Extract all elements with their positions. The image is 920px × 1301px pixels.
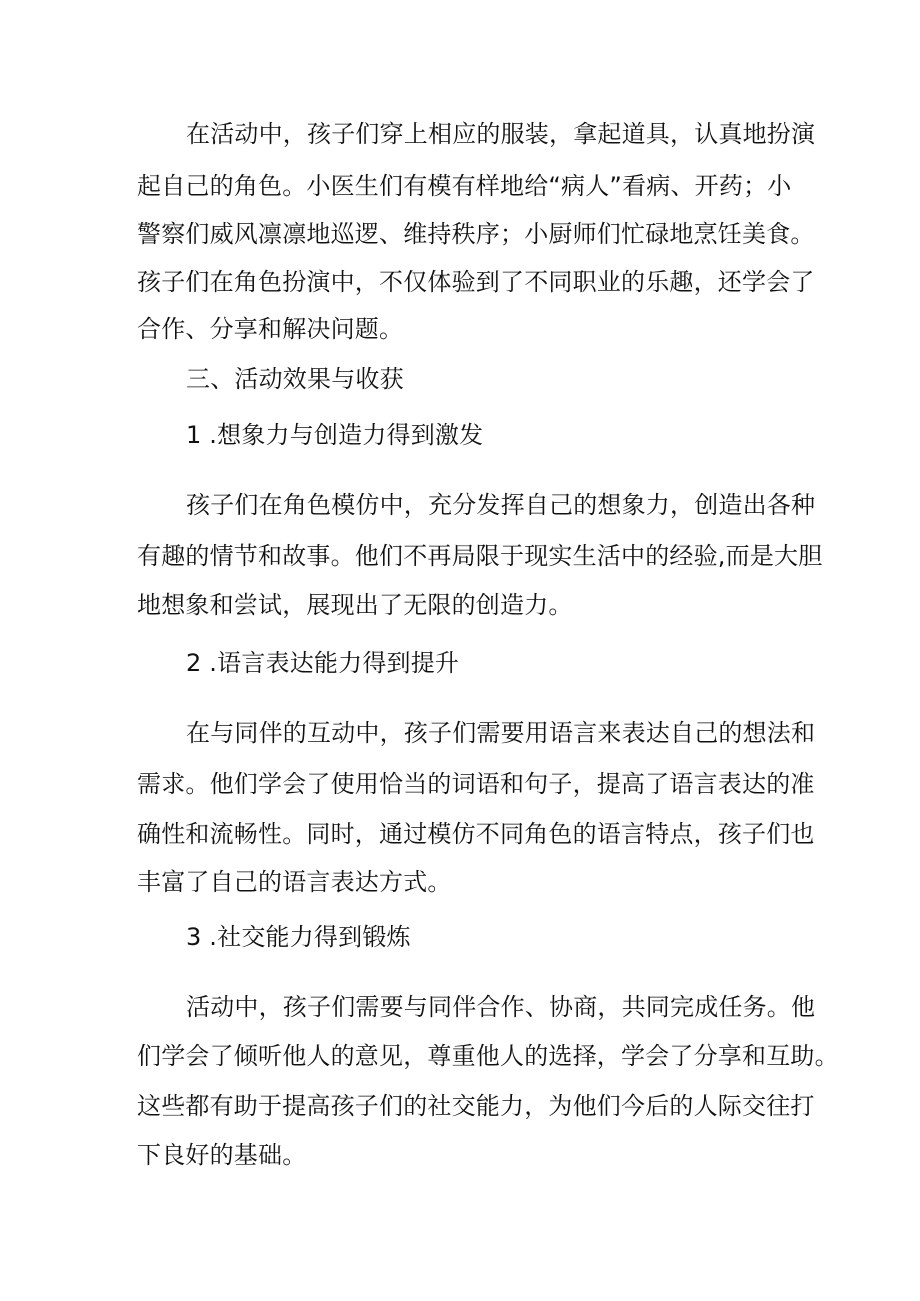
paragraph-2-line-3: 地想象和尝试，展现出了无限的创造力。	[137, 591, 573, 619]
paragraph-1-line-4: 孩子们在角色扮演中，不仅体验到了不同职业的乐趣，还学会了	[137, 268, 815, 296]
paragraph-1-line-1: 在活动中，孩子们穿上相应的服装，拿起道具，认真地扮演	[186, 120, 816, 148]
paragraph-1-line-2: 起自己的角色。小医生们有模有样地给“病人”看病、开药；小	[137, 172, 792, 200]
paragraph-1-line-3: 警察们威风凛凛地巡逻、维持秩序；小厨师们忙碌地烹饪美食。	[137, 220, 815, 248]
subheading-1: 1 .想象力与创造力得到激发	[186, 421, 484, 449]
paragraph-3-line-1: 在与同伴的互动中，孩子们需要用语言来表达自己的想法和	[186, 719, 816, 747]
paragraph-4-line-4: 下良好的基础。	[137, 1141, 307, 1169]
subheading-3: 3 .社交能力得到锻炼	[186, 923, 411, 951]
paragraph-2-line-2: 有趣的情节和故事。他们不再局限于现实生活中的经验,而是大胆	[137, 542, 823, 570]
paragraph-4-line-1: 活动中，孩子们需要与同伴合作、协商，共同完成任务。他	[186, 993, 816, 1021]
paragraph-1-line-5: 合作、分享和解决问题。	[137, 315, 404, 343]
section-title: 三、活动效果与收获	[186, 365, 404, 393]
paragraph-3-line-2: 需求。他们学会了使用恰当的词语和句子，提高了语言表达的准	[137, 770, 815, 798]
subheading-2: 2 .语言表达能力得到提升	[186, 649, 460, 677]
paragraph-3-line-4: 丰富了自己的语言表达方式。	[137, 868, 452, 896]
paragraph-4-line-3: 这些都有助于提高孩子们的社交能力，为他们今后的人际交往打	[137, 1092, 815, 1120]
paragraph-2-line-1: 孩子们在角色模仿中，充分发挥自己的想象力，创造出各种	[186, 491, 816, 519]
paragraph-4-line-2: 们学会了倾听他人的意见，尊重他人的选择，学会了分享和互助。	[137, 1042, 839, 1070]
paragraph-3-line-3: 确性和流畅性。同时，通过模仿不同角色的语言特点，孩子们也	[137, 820, 815, 848]
